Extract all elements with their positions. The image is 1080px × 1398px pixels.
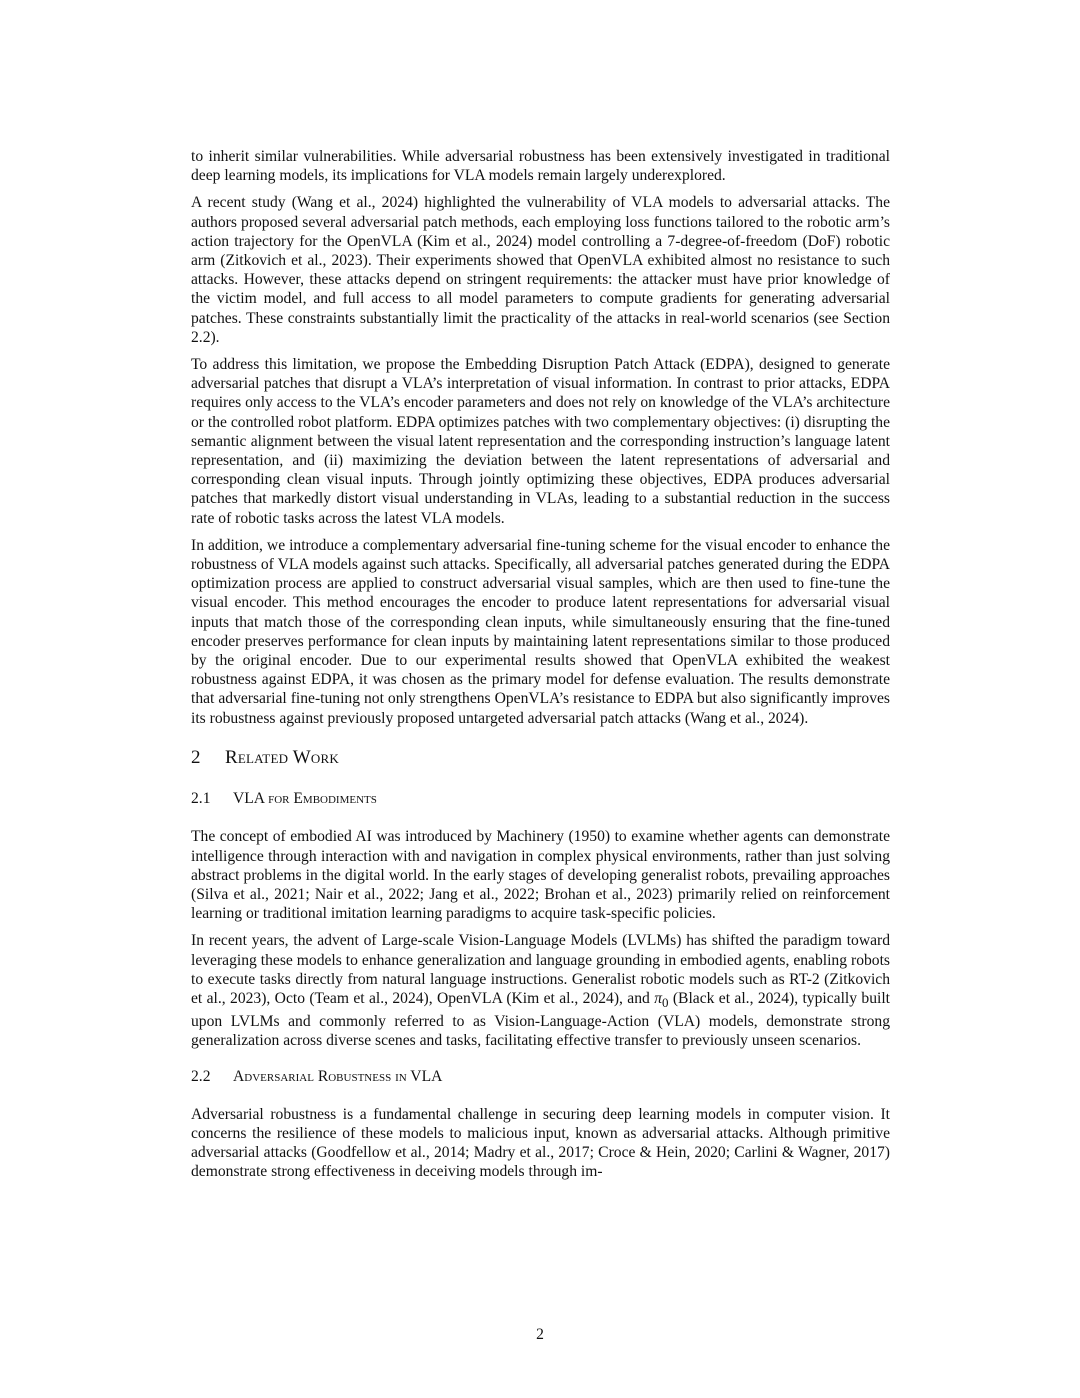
intro-paragraph-3: To address this limitation, we propose the Embedding Disruption Patch Attack (EDPA), designed to generate adversarial patches that disrupt a VLA’s interpretation of visual information. In contrast to prior attacks, EDPA requires only access to the VLA’s encoder parameters and does not rely on knowledge of the VLA’s architecture or the controlled robot platform. EDPA optimizes patches with two complementary objectives: (i) disrupting the semantic alignment between the visual latent representation and the corresponding instruction’s language latent representation, and (ii) maximizing the deviation between the latent representations of adversarial and corresponding clean visual inputs. Through jointly optimizing these objectives, EDPA produces adversarial patches that markedly distort visual understanding in VLAs, leading to a substantial reduction in the success rate of robotic tasks across the latest VLA models. [191,356,890,527]
section-number: 2 [191,746,201,768]
subsection-2-1-paragraph-2 [191,931,890,1050]
section-title: Related Work [225,746,339,768]
subsection-2-1-paragraph-1: The concept of embodied AI was introduced by Machinery (1950) to examine whether agents can demonstrate intelligence through interaction with and navigation in complex physical environments, rather than just solving abstract problems in the digital world. In the early stages of developing generalist robots, prevailing approaches (Silva et al., 2021; Nair et al., 2022; Jang et al., 2022; Brohan et al., 2023) primarily relied on reinforcement learning or traditional imitation learning paradigms to acquire task-specific policies. [191,828,890,923]
subsection-heading-2-2 [191,1067,890,1086]
intro-paragraph-2: A recent study (Wang et al., 2024) highlighted the vulnerability of VLA models to adversarial attacks. The authors proposed several adversarial patch methods, each employing loss functions tailored to the robotic arm’s action trajectory for the OpenVLA (Kim et al., 2024) model controlling a 7-degree-of-freedom (DoF) robotic arm (Zitkovich et al., 2023). Their experiments showed that OpenVLA exhibited almost no resistance to such attacks. However, these attacks depend on stringent requirements: the attacker must have prior knowledge of the victim model, and full access to all model parameters to compute gradients for generating adversarial patches. These constraints substantially limit the practicality of the attacks in real-world scenarios (see Section 2.2). [191,194,890,346]
paper-page-body [191,145,890,1190]
subsection-2-2-paragraph-1: Adversarial robustness is a fundamental challenge in securing deep learning models in computer vision. It concerns the resilience of these models to malicious input, known as adversarial attacks. Although primitive adversarial attacks (Goodfellow et al., 2014; Madry et al., 2017; Croce & Hein, 2020; Carlini & Wagner, 2017) demonstrate strong effectiveness in deceiving models through im- [191,1105,890,1181]
section-heading-related-work [191,748,890,767]
intro-paragraph-4: In addition, we introduce a complementary adversarial fine-tuning scheme for the visual encoder to enhance the robustness of VLA models against such attacks. Specifically, all adversarial patches generated during the EDPA optimization process are applied to construct adversarial visual samples, which are then used to fine-tune the visual encoder. This method encourages the encoder to produce latent representations for adversarial visual inputs that match those of the corresponding clean inputs, while simultaneously ensuring that the fine-tuned encoder preserves performance for clean inputs by maintaining latent representations similar to those produced by the original encoder. Due to our experimental results showed that OpenVLA exhibited the weakest robustness against EDPA, it was chosen as the primary model for defense evaluation. The results demonstrate that adversarial fine-tuning not only strengthens OpenVLA’s resistance to EDPA but also significantly improves its robustness against previously proposed untargeted adversarial patch attacks (Wang et al., 2024). [191,536,890,727]
intro-paragraph-1: to inherit similar vulnerabilities. While adversarial robustness has been extensively investigated in traditional deep learning models, its implications for VLA models remain largely underexplored. [191,148,890,185]
math-pi-subscript: 0 [662,995,669,1011]
subsection-heading-2-1 [191,789,890,808]
paragraph-text-before-math: In recent years, the advent of Large-scale Vision-Language Models (LVLMs) has shifted the paradigm toward leveraging these models to enhance generalization and language grounding in embodied agents, enabling robots to execute tasks directly from natural language instructions. Generalist robotic models such as RT-2 (Zitkovich et al., 2023), Octo (Team et al., 2024), OpenVLA (Kim et al., 2024), and [191,932,890,1007]
math-pi: π [654,989,662,1007]
paragraph-text-after-math: (Black et al., 2024), typically built upon LVLMs and commonly referred to as Vision-Language-Action (VLA) models, demonstrate strong generalization across diverse scenes and tasks, facilitating effective transfer to previously unseen scenarios. [191,989,890,1050]
subsection-title: VLA for Embodiments [233,790,377,808]
subsection-number: 2.2 [191,1067,211,1085]
subsection-title: Adversarial Robustness in VLA [233,1067,443,1085]
page-number: 2 [536,1326,544,1343]
subsection-number: 2.1 [191,790,211,808]
